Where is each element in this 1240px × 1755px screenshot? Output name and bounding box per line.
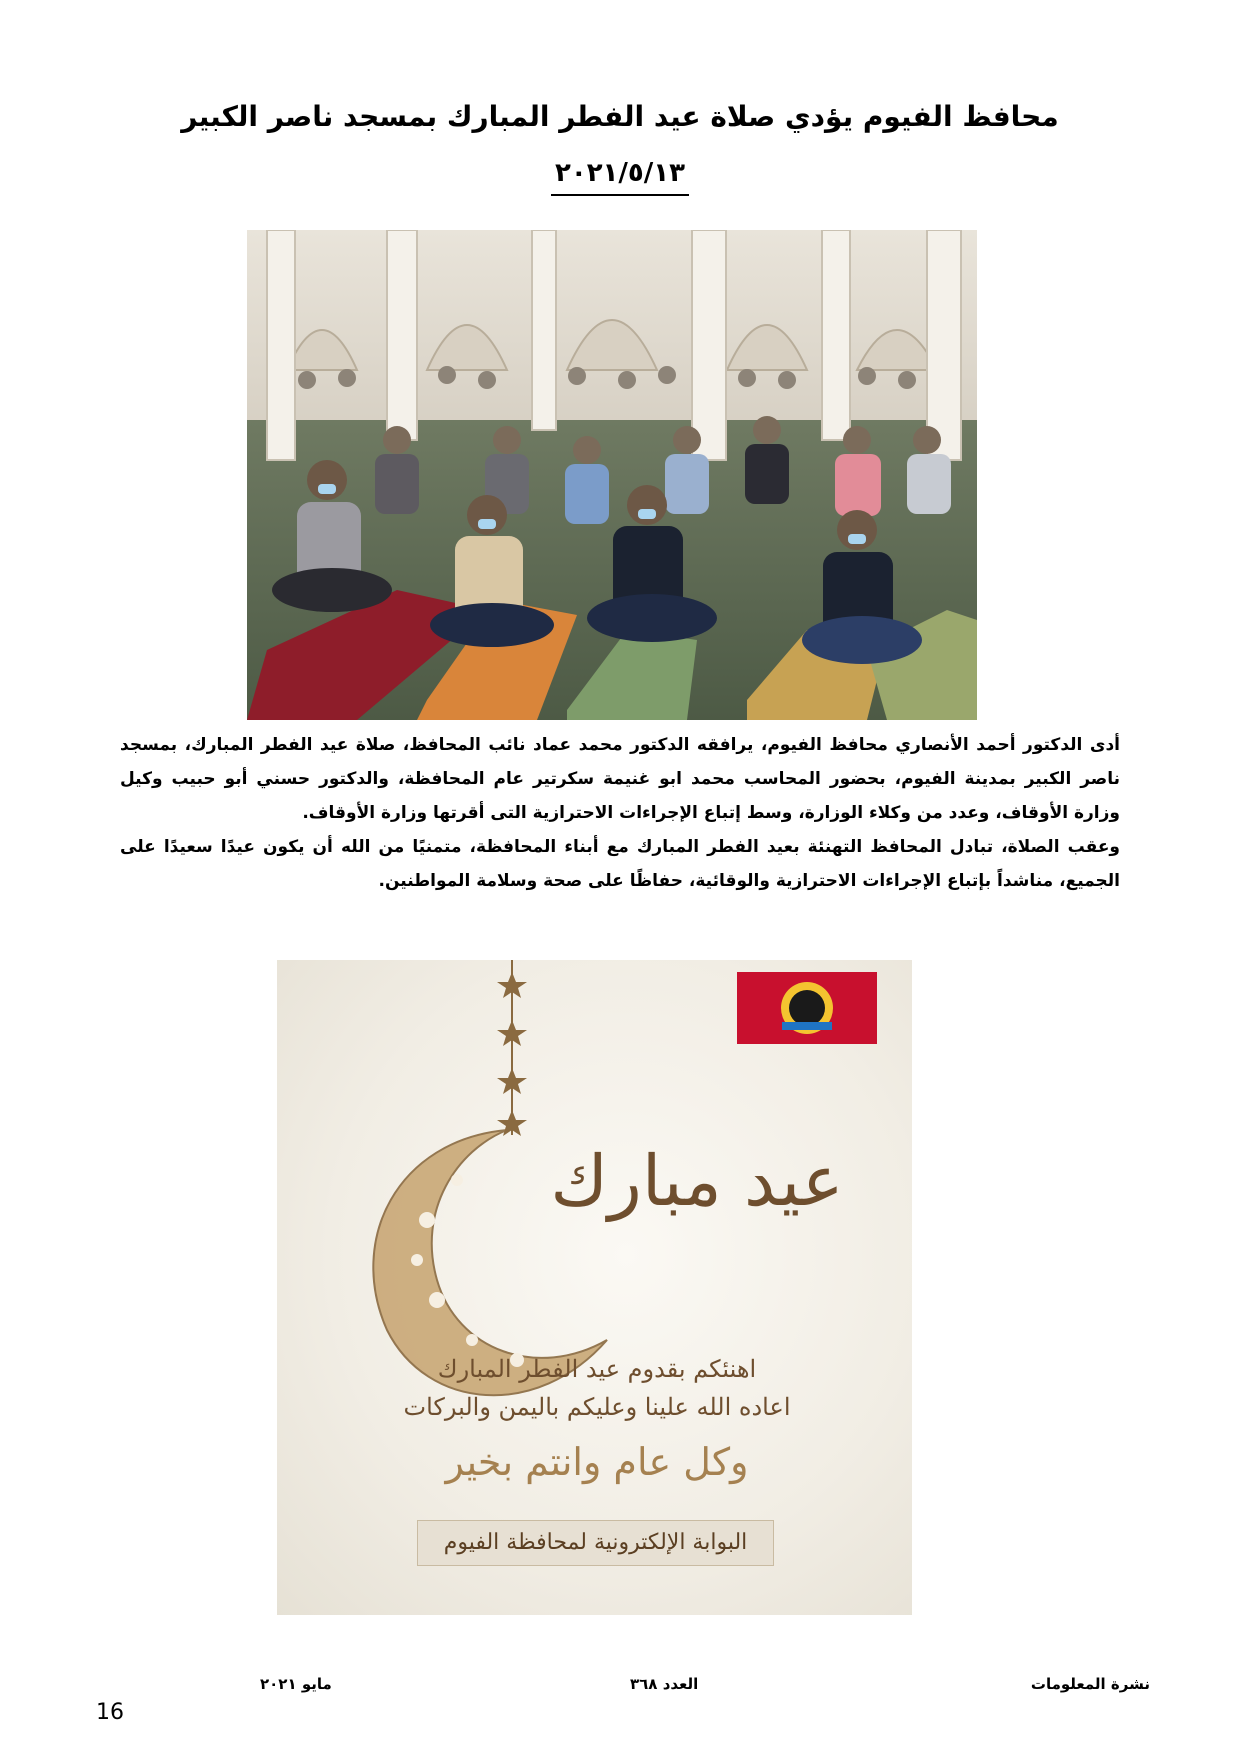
page-footer [250, 1675, 1150, 1699]
page-title: محافظ الفيوم يؤدي صلاة عيد الفطر المبارك بمسجد ناصر الكبير [181, 100, 1059, 133]
greeting-line-1: اهنئكم بقدوم عيد الفطر المبارك [437, 1355, 757, 1383]
paragraph-2: وعقب الصلاة، تبادل المحافظ التهنئة بعيد الفطر المبارك مع أبناء المحافظة، متمنيًا من الله أن يكون عيدًا سعيدًا على الجميع، مناشداً بإتباع الإجراءات الاحترازية والوقائية، حفاظًا على صحة وسلامة المواطنين. [120, 837, 1120, 891]
portal-name: البوابة الإلكترونية لمحافظة الفيوم [443, 1530, 748, 1555]
footer-issue: العدد ٣٦٨ [630, 1675, 699, 1693]
greeting-line-3: وكل عام وانتم بخير [445, 1440, 749, 1484]
article-body [120, 728, 1120, 898]
footer-publication: نشرة المعلومات [1030, 1675, 1150, 1693]
footer-month: مايو ٢٠٢١ [260, 1675, 332, 1693]
eid-greeting-card [277, 960, 912, 1615]
portal-banner [417, 1520, 774, 1566]
paragraph-1: أدى الدكتور أحمد الأنصاري محافظ الفيوم، يرافقه الدكتور محمد عماد نائب المحافظ، صلاة عيد الفطر المبارك، بمسجد ناصر الكبير بمدينة الفيوم، بحضور المحاسب محمد ابو غنيمة سكرتير عام المحافظة، والدكتور حسني أبو حبيب وكيل وزارة الأوقاف، وعدد من وكلاء الوزارة، وسط إتباع الإجراءات الاحترازية التى أقرتها وزارة الأوقاف. [120, 735, 1120, 823]
greeting-line-2: اعاده الله علينا وعليكم باليمن والبركات [403, 1393, 791, 1421]
mosque-prayer-photo [247, 230, 977, 720]
page-date [0, 158, 1240, 196]
date-text: ٢٠٢١/٥/١٣ [551, 158, 689, 196]
eid-mubarak-calligraphy: عيد مبارك [550, 1140, 844, 1222]
page-number: 16 [96, 1700, 124, 1725]
